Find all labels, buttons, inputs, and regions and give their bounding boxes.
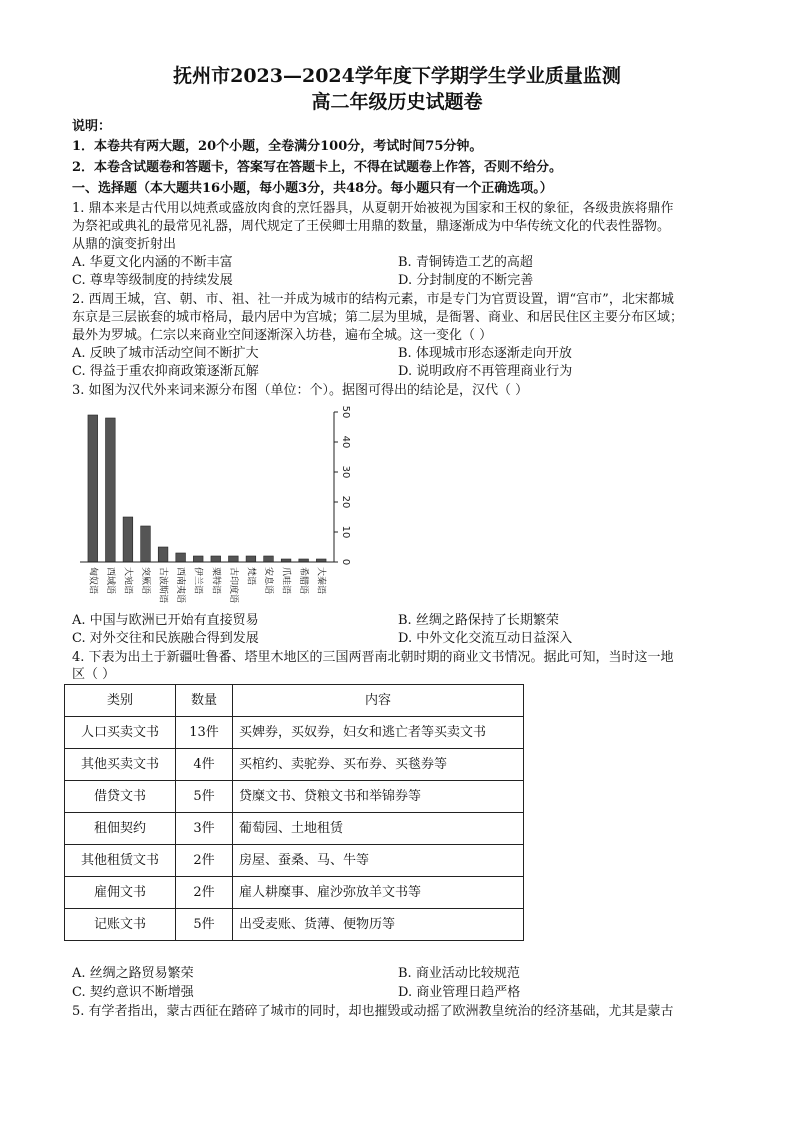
notes-label: 说明： xyxy=(72,119,112,134)
bar-梵语 xyxy=(246,556,256,562)
table-cell: 记账文书 xyxy=(65,909,176,941)
q1-option-d: D. 分封制度的不断完善 xyxy=(398,273,534,288)
commerce-documents-table xyxy=(64,684,524,941)
q1-option-b: B. 青铜铸造工艺的高超 xyxy=(398,255,533,270)
exam-subtitle: 高二年级历史试题卷 xyxy=(311,91,483,113)
table-row xyxy=(65,845,524,877)
table-cell: 雇佣文书 xyxy=(65,877,176,909)
table-cell: 2件 xyxy=(176,845,233,877)
q2-stem-line-3: 最外为罗城。仁宗以来商业空间逐渐深入坊巷，遍布全城。这一变化（ ） xyxy=(72,328,493,343)
q5-stem: 5. 有学者指出，蒙古西征在踏碎了城市的同时，却也摧毁或动摇了欧洲教皇统治的经济基础，尤其是蒙古 xyxy=(72,1004,674,1019)
section-heading: 一、选择题（本大题共16小题，每小题3分，共48分。每小题只有一个正确选项。） xyxy=(72,181,553,196)
table-cell: 2件 xyxy=(176,877,233,909)
bar-突厥语 xyxy=(141,526,151,562)
bar-大宛语 xyxy=(123,517,133,562)
q2-option-b: B. 体现城市形态逐渐走向开放 xyxy=(398,346,572,361)
x-tick-label: 西域语 xyxy=(104,567,115,595)
q3-option-b: B. 丝绸之路保持了长期繁荣 xyxy=(398,613,559,628)
table-cell: 借贷文书 xyxy=(65,781,176,813)
note-1: 1．本卷共有两大题，20个小题，全卷满分100分，考试时间75分钟。 xyxy=(72,139,483,154)
x-tick-label: 希腊语 xyxy=(298,567,309,595)
table-cell: 人口买卖文书 xyxy=(65,717,176,749)
table-cell: 3件 xyxy=(176,813,233,845)
chart-bars xyxy=(88,415,326,562)
table-cell: 出受麦账、货薄、便物历等 xyxy=(233,909,524,941)
q4-option-b: B. 商业活动比较规范 xyxy=(398,966,520,981)
q3-option-d: D. 中外文化交流互动日益深入 xyxy=(398,631,573,646)
x-tick-label: 匈奴语 xyxy=(87,567,98,595)
q1-stem-line-3: 从鼎的演变折射出 xyxy=(72,237,177,252)
y-tick-label: 0 xyxy=(340,558,351,566)
y-tick-label: 40 xyxy=(340,435,351,449)
table-cell: 房屋、蚕桑、马、牛等 xyxy=(233,845,524,877)
table-header-category: 类别 xyxy=(65,685,176,717)
table-header-count: 数量 xyxy=(176,685,233,717)
table-row xyxy=(65,781,524,813)
x-tick-label: 西南夷语 xyxy=(175,567,186,604)
q1-option-a: A. 华夏文化内涵的不断丰富 xyxy=(72,255,233,270)
x-tick-label: 梵语 xyxy=(245,567,256,586)
table-cell: 买棺约、卖驼券、买布券、买毯券等 xyxy=(233,749,524,781)
q2-stem-line-1: 2. 西周王城，宫、朝、市、祖、社一并成为城市的结构元素，市是专门为官贾设置，谓“宫市”，北宋都城 xyxy=(72,292,674,307)
y-tick-label: 30 xyxy=(340,465,351,479)
table-cell: 买婢券，买奴券，妇女和逃亡者等买卖文书 xyxy=(233,717,524,749)
table-header-content: 内容 xyxy=(233,685,524,717)
q2-option-d: D. 说明政府不再管理商业行为 xyxy=(398,364,573,379)
x-tick-label: 大宛语 xyxy=(122,567,133,595)
y-tick-label: 10 xyxy=(340,525,351,539)
table-row xyxy=(65,909,524,941)
loanword-bar-chart xyxy=(72,402,372,608)
table-row xyxy=(65,749,524,781)
x-tick-label: 大秦语 xyxy=(315,567,326,595)
q1-stem-line-2: 为祭祀或典礼的最常见礼器，周代规定了王侯卿士用鼎的数量，鼎逐渐成为中华传统文化的代表性器物。 xyxy=(72,219,671,234)
table-row xyxy=(65,877,524,909)
q1-option-c: C. 尊卑等级制度的持续发展 xyxy=(72,273,233,288)
table-cell: 5件 xyxy=(176,909,233,941)
bar-粟特语 xyxy=(211,556,221,562)
q2-option-a: A. 反映了城市活动空间不断扩大 xyxy=(72,346,259,361)
q3-option-a: A. 中国与欧洲已开始有直接贸易 xyxy=(72,613,259,628)
table-cell: 雇人耕糜事、雇沙弥放羊文书等 xyxy=(233,877,524,909)
table-cell: 4件 xyxy=(176,749,233,781)
table-header-row xyxy=(65,685,524,717)
table-cell: 租佃契约 xyxy=(65,813,176,845)
x-tick-label: 安息语 xyxy=(263,567,273,595)
bar-西域语 xyxy=(106,418,116,562)
q1-stem-line-1: 1. 鼎本来是古代用以炖煮或盛放肉食的烹饪器具，从夏朝开始被视为国家和王权的象征，各级贵族将鼎作 xyxy=(72,201,674,216)
table-cell: 贷糜文书、贷粮文书和举锦券等 xyxy=(233,781,524,813)
x-tick-label: 突厥语 xyxy=(140,567,150,595)
q3-stem: 3. 如图为汉代外来词来源分布图（单位：个）。据图可得出的结论是，汉代（ ） xyxy=(72,383,529,398)
q4-option-d: D. 商业管理日趋严格 xyxy=(398,985,521,1000)
q3-option-c: C. 对外交往和民族融合得到发展 xyxy=(72,631,259,646)
q2-stem-line-2: 东京是三层嵌套的城市格局，最内居中为宫城；第二层为里城，是衙署、商业、和居民住区主要分布区域； xyxy=(72,310,684,325)
x-tick-label: 伊兰语 xyxy=(192,567,203,595)
q4-stem-line-1: 4. 下表为出土于新疆吐鲁番、塔里木地区的三国两晋南北朝时期的商业文书情况。据此可知，当时这一地 xyxy=(72,650,674,665)
y-tick-label: 20 xyxy=(340,495,351,509)
bar-安息语 xyxy=(264,556,274,562)
note-2: 2．本卷含试题卷和答题卡，答案写在答题卡上，不得在试题卷上作答，否则不给分。 xyxy=(72,160,563,175)
bar-古印度语 xyxy=(229,556,239,562)
chart-y-axis xyxy=(80,406,351,566)
x-tick-label: 古波斯语 xyxy=(157,567,168,604)
y-tick-label: 50 xyxy=(340,405,351,419)
table-row xyxy=(65,813,524,845)
bar-伊兰语 xyxy=(193,556,203,562)
q4-option-c: C. 契约意识不断增强 xyxy=(72,985,194,1000)
x-tick-label: 爪哇语 xyxy=(280,567,291,595)
chart-x-labels xyxy=(87,567,327,603)
table-cell: 其他买卖文书 xyxy=(65,749,176,781)
x-tick-label: 粟特语 xyxy=(210,567,221,595)
table-cell: 其他租赁文书 xyxy=(65,845,176,877)
bar-匈奴语 xyxy=(88,415,98,562)
q4-option-a: A. 丝绸之路贸易繁荣 xyxy=(72,966,194,981)
x-tick-label: 古印度语 xyxy=(227,567,238,604)
bar-西南夷语 xyxy=(176,553,186,562)
exam-title: 抚州市2023—2024学年度下学期学生学业质量监测 xyxy=(173,65,621,87)
bar-古波斯语 xyxy=(158,547,168,562)
table-cell: 13件 xyxy=(176,717,233,749)
q4-stem-line-2: 区（ ） xyxy=(72,667,116,682)
table-cell: 葡萄园、土地租赁 xyxy=(233,813,524,845)
q2-option-c: C. 得益于重农抑商政策逐渐瓦解 xyxy=(72,364,259,379)
table-row xyxy=(65,717,524,749)
table-cell: 5件 xyxy=(176,781,233,813)
